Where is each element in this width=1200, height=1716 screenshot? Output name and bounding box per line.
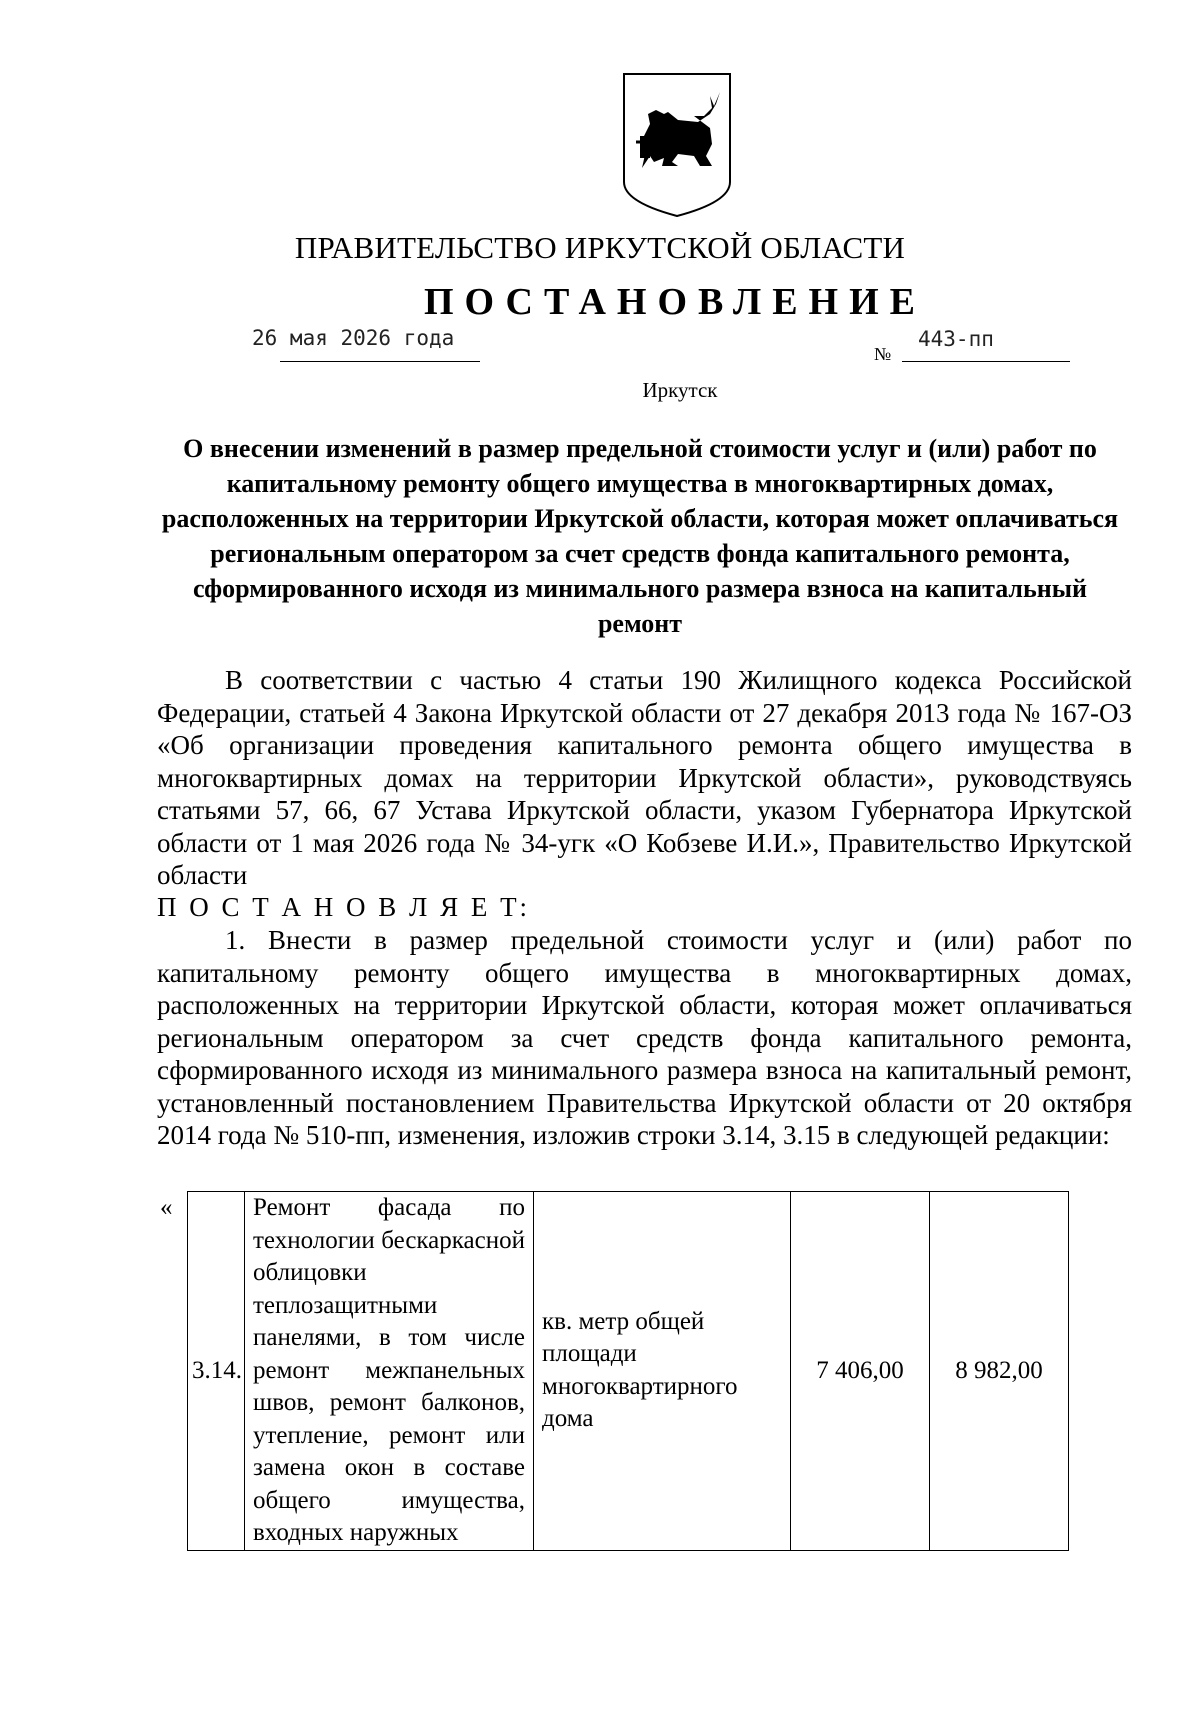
item-1-paragraph: 1. Внести в размер предельной стоимости услуг и (или) работ по капитальному ремонту общего имущества в многоквартирных домах, расположенных на территории Иркутской области, которая может оплачиваться региональным оператором за счет средств фонда капитального ремонта, сформированного исходя из минимального размера взноса на капитальный ремонт, установленный постановлением Правительства Иркутской области от 20 октября 2014 года № 510-пп, изменения, изложив строки 3.14, 3.15 в следующей редакции: — [157, 925, 1132, 1150]
table-row — [188, 1192, 1069, 1551]
government-name: ПРАВИТЕЛЬСТВО ИРКУТСКОЙ ОБЛАСТИ — [294, 230, 906, 265]
city: Иркутск — [642, 378, 718, 402]
document-number: 443-пп — [918, 327, 994, 351]
document-type: ПОСТАНОВЛЕНИЕ — [423, 281, 927, 323]
document-title: О внесении изменений в размер предельной стоимости услуг и (или) работ по капитальному ремонту общего имущества в многоквартирных домах, расположенных на территории Иркутской области, которая может оплачиваться региональным оператором за счет средств фонда капитального ремонта, сформированного исходя из минимального размера взноса на капитальный ремонт — [161, 434, 1119, 638]
number-sign: № — [874, 344, 892, 364]
row-value-1: 7 406,00 — [791, 1192, 930, 1551]
coat-of-arms-icon — [620, 70, 734, 220]
decree-word: П О С Т А Н О В Л Я Е Т: — [157, 892, 531, 922]
row-value-2: 8 982,00 — [930, 1192, 1069, 1551]
row-number: 3.14. — [188, 1192, 245, 1551]
row-work-name: Ремонт фасада по технологии бескаркасной облицовки теплозащитными панелями, в том числе ремонт межпанельных швов, ремонт балконов, утепление, ремонт или замена окон в составе общего имущества, входных наружных — [245, 1192, 534, 1551]
row-unit: кв. метр общей площади многоквартирного дома — [534, 1192, 791, 1551]
number-underline — [902, 361, 1070, 362]
document-date: 26 мая 2026 года — [252, 326, 455, 350]
date-underline — [280, 361, 480, 362]
open-quote: « — [160, 1194, 173, 1221]
amendment-table — [187, 1191, 1069, 1551]
preamble-paragraph: В соответствии с частью 4 статьи 190 Жилищного кодекса Российской Федерации, статьей 4 Закона Иркутской области от 27 декабря 2013 года № 167-ОЗ «Об организации проведения капитального ремонта общего имущества в многоквартирных домах на территории Иркутской области», руководствуясь статьями 57, 66, 67 Устава Иркутской области, указом Губернатора Иркутской области от 1 мая 2026 года № 34-угк «О Кобзеве И.И.», Правительство Иркутской области — [157, 665, 1132, 890]
